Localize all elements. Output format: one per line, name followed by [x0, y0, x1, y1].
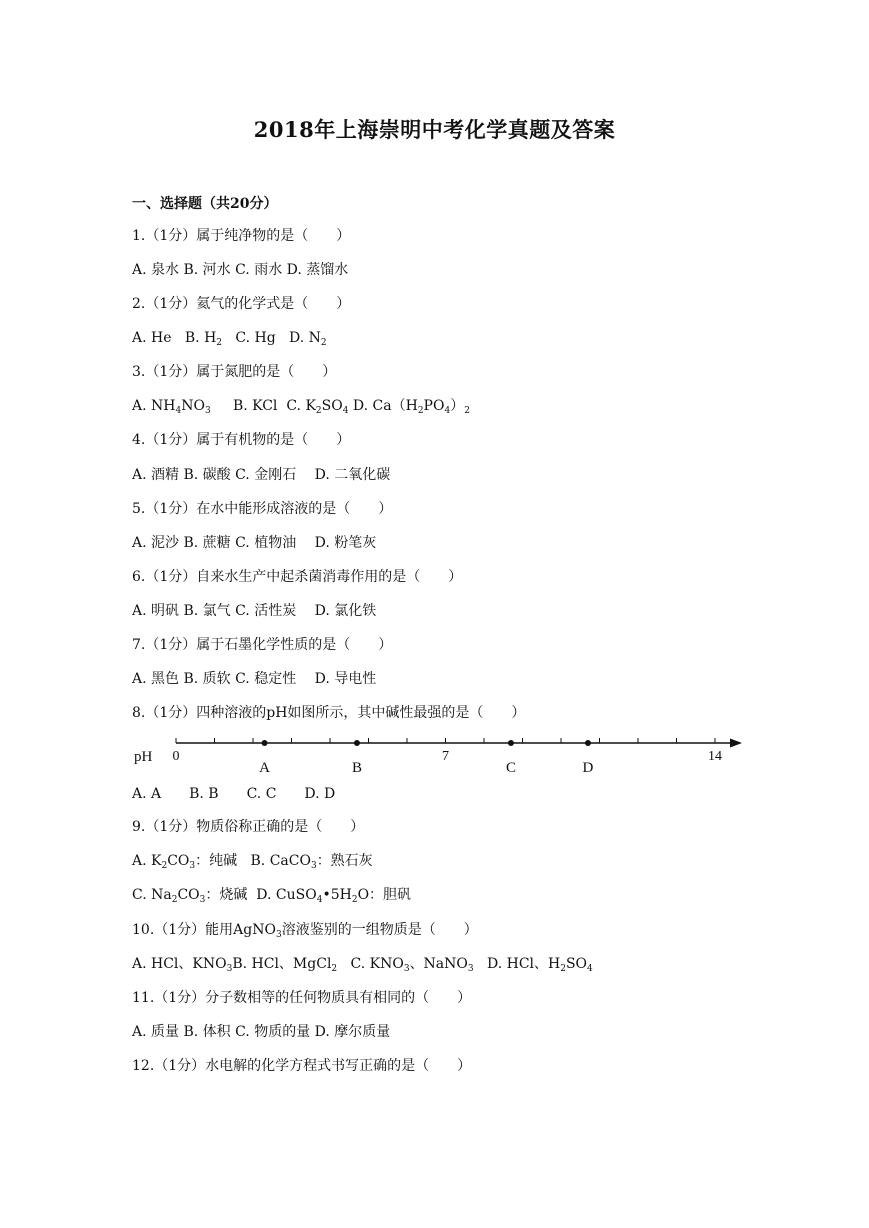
question-6-stem: 6.（1分）自来水生产中起杀菌消毒作用的是（ ）: [132, 569, 463, 585]
ph-point-label: A: [259, 760, 270, 776]
option-d: D. HCl、$H_2SO_4$: [486, 956, 593, 974]
question-3-stem: 3.（1分）属于氮肥的是（ ）: [132, 364, 337, 380]
option-b: B. KCl: [232, 398, 278, 414]
ph-point-label: C: [505, 760, 516, 776]
question-8-stem: 8.（1分）四种溶液的pH如图所示，其中碱性最强的是（ ）: [132, 705, 526, 721]
option-c: C. $K_2SO_4$: [286, 398, 349, 416]
question-12-stem: 12.（1分）水电解的化学方程式书写正确的是（ ）: [132, 1058, 472, 1074]
question-5-stem: 5.（1分）在水中能形成溶液的是（ ）: [132, 501, 393, 517]
option-d: D. $Ca(H_2PO_4)_2$: [352, 398, 470, 416]
ph-point-label: D: [582, 760, 594, 776]
option-c: C. Hg: [235, 330, 276, 346]
option-b: B. HCl、MgCl$_2$: [232, 956, 338, 974]
question-10-options: [132, 955, 593, 973]
question-9-options-line2: [132, 886, 411, 904]
option-d: D. $CuSO_4•5H_2O$：胆矾: [256, 887, 412, 905]
ph-axis-label: pH: [134, 749, 153, 765]
axis-arrow-icon: [730, 739, 742, 748]
question-4-stem: 4.（1分）属于有机物的是（ ）: [132, 432, 351, 448]
question-2-options: [132, 329, 327, 347]
option-a: A. HCl、$KNO_3$: [132, 956, 233, 974]
question-8-options: A. A B. B C. C D. D: [132, 786, 336, 802]
option-a: A. $K_2CO_3$：纯碱: [132, 853, 238, 871]
question-2-stem: 2.（1分）氦气的化学式是（ ）: [132, 296, 351, 312]
question-9-options-line1: [132, 852, 373, 870]
question-3-options: [132, 397, 470, 415]
question-10-stem: 10.（1分）能用AgNO$_3$溶液鉴别的一组物质是（ ）: [132, 922, 478, 940]
ph-point-b: [354, 740, 360, 746]
question-5-options: A. 泥沙 B. 蔗糖 C. 植物油 D. 粉笔灰: [132, 535, 377, 551]
question-7-options: A. 黑色 B. 质软 C. 稳定性 D. 导电性: [132, 671, 377, 687]
question-9-stem: 9.（1分）物质俗称正确的是（ ）: [132, 819, 365, 835]
option-a: A. $NH_4NO_3$: [132, 398, 211, 416]
question-6-options: A. 明矾 B. 氯气 C. 活性炭 D. 氯化铁: [132, 603, 377, 619]
question-7-stem: 7.（1分）属于石墨化学性质的是（ ）: [132, 637, 393, 653]
ph-point-c: [508, 740, 514, 746]
section-heading: 一、选择题（共20分）: [132, 196, 278, 212]
question-1-options: A. 泉水 B. 河水 C. 雨水 D. 蒸馏水: [132, 262, 349, 278]
question-1-stem: 1.（1分）属于纯净物的是（ ）: [132, 228, 351, 244]
option-b: B. CaCO$_3$：熟石灰: [250, 853, 373, 871]
ph-tick-label: 14: [708, 749, 722, 764]
option-c: C. $Na_2CO_3$：烧碱: [132, 887, 248, 905]
question-11-options: A. 质量 B. 体积 C. 物质的量 D. 摩尔质量: [132, 1024, 391, 1040]
question-4-options: A. 酒精 B. 碳酸 C. 金刚石 D. 二氧化碳: [132, 467, 391, 483]
question-11-stem: 11.（1分）分子数相等的任何物质具有相同的（ ）: [132, 990, 472, 1006]
ph-point-a: [262, 740, 268, 746]
ph-number-line: [132, 735, 742, 777]
ph-point-d: [585, 740, 591, 746]
document-title: 2018年上海崇明中考化学真题及答案: [253, 117, 616, 142]
option-d: D. $N_2$: [289, 330, 327, 348]
ph-tick-label: 7: [442, 749, 449, 764]
ph-tick-label: 0: [172, 749, 180, 764]
option-a: A. He: [132, 330, 172, 346]
option-c: C. $KNO_3$、NaNO$_3$: [350, 956, 474, 974]
ph-point-label: B: [351, 760, 362, 776]
option-b: B. $H_2$: [184, 330, 223, 348]
